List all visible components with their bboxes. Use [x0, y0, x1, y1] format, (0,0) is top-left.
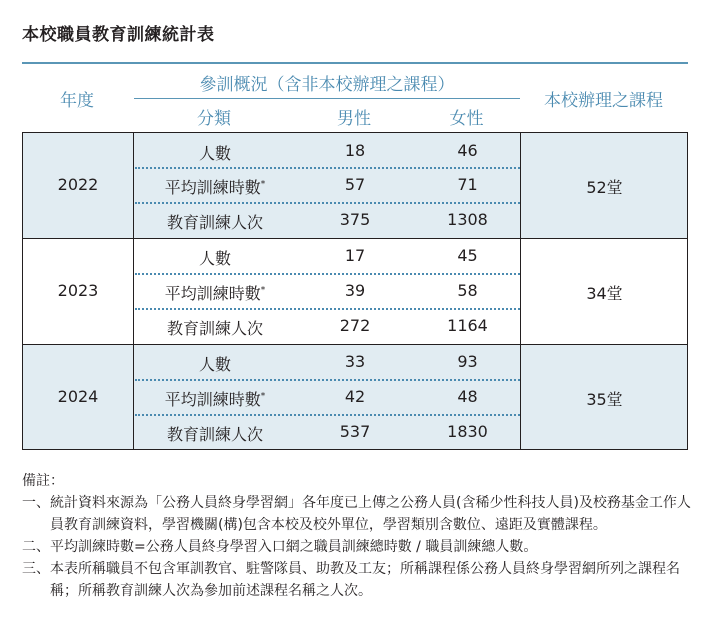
female-cell: 71	[457, 175, 478, 194]
male-cell: 39	[344, 281, 366, 300]
male-cell: 272	[339, 316, 371, 335]
male-cell: 375	[339, 210, 371, 229]
female-cell: 1308	[447, 210, 488, 229]
header-female: 女性	[449, 109, 484, 129]
male-cell: 57	[344, 175, 366, 194]
header-school-courses: 本校辦理之課程	[544, 91, 663, 111]
female-cell: 45	[457, 246, 478, 265]
header-male: 男性	[337, 109, 371, 129]
category-cell: 教育訓練人次	[166, 319, 263, 338]
note-text: 平均訓練時數=公務人員終身學習入口網之職員訓練總時數 / 職員訓練總人數。	[50, 539, 538, 555]
category-cell: 平均訓練時數*	[164, 390, 266, 409]
female-cell: 58	[457, 281, 478, 300]
table-top-rule	[22, 62, 688, 64]
female-cell: 1830	[447, 422, 488, 441]
note-text: 統計資料來源為「公務人員終身學習網」各年度已上傳之公務人員(含稀少性科技人員)及校務基金工作人員教育訓練資料，學習機關(構)包含本校及校外單位，學習類別含數位、遠距及實體課程。	[50, 495, 691, 533]
year-cell: 2022	[57, 175, 99, 194]
courses-cell: 52堂	[586, 178, 623, 197]
category-cell: 教育訓練人次	[166, 213, 263, 232]
header-category: 分類	[197, 109, 231, 129]
note-item	[22, 536, 692, 558]
notes-heading: 備註：	[22, 473, 64, 489]
courses-cell: 34堂	[586, 284, 623, 303]
header-participation: 參訓概況（含非本校辦理之課程）	[199, 75, 455, 95]
female-cell: 48	[457, 387, 478, 406]
year-cell: 2024	[57, 387, 99, 406]
note-item	[22, 492, 692, 536]
note-number: 三、	[22, 561, 50, 577]
year-group	[23, 239, 687, 344]
female-cell: 1164	[447, 316, 488, 335]
year-group	[23, 345, 687, 449]
note-number: 一、	[22, 495, 50, 511]
table-title: 本校職員教育訓練統計表	[22, 25, 215, 45]
notes-section	[22, 470, 692, 602]
category-cell: 教育訓練人次	[166, 425, 263, 444]
header-divider	[134, 98, 520, 99]
category-cell: 人數	[198, 355, 231, 374]
courses-cell: 35堂	[586, 390, 623, 409]
note-text: 本表所稱職員不包含軍訓教官、駐警隊員、助教及工友；所稱課程係公務人員終身學習網所列之課程名稱；所稱教育訓練人次為參加前述課程名稱之人次。	[50, 561, 680, 599]
year-cell: 2023	[57, 281, 99, 300]
header-year: 年度	[60, 91, 94, 111]
male-cell: 42	[344, 387, 366, 406]
note-item	[22, 558, 692, 602]
female-cell: 93	[457, 352, 478, 371]
category-cell: 人數	[198, 144, 231, 163]
male-cell: 18	[344, 141, 366, 160]
note-number: 二、	[22, 539, 50, 555]
male-cell: 537	[339, 422, 371, 441]
category-cell: 人數	[198, 249, 231, 268]
male-cell: 17	[344, 246, 366, 265]
category-cell: 平均訓練時數*	[164, 178, 266, 197]
female-cell: 46	[457, 141, 478, 160]
table-body	[22, 132, 688, 450]
male-cell: 33	[344, 352, 366, 371]
year-group	[23, 133, 687, 238]
category-cell: 平均訓練時數*	[164, 284, 266, 303]
